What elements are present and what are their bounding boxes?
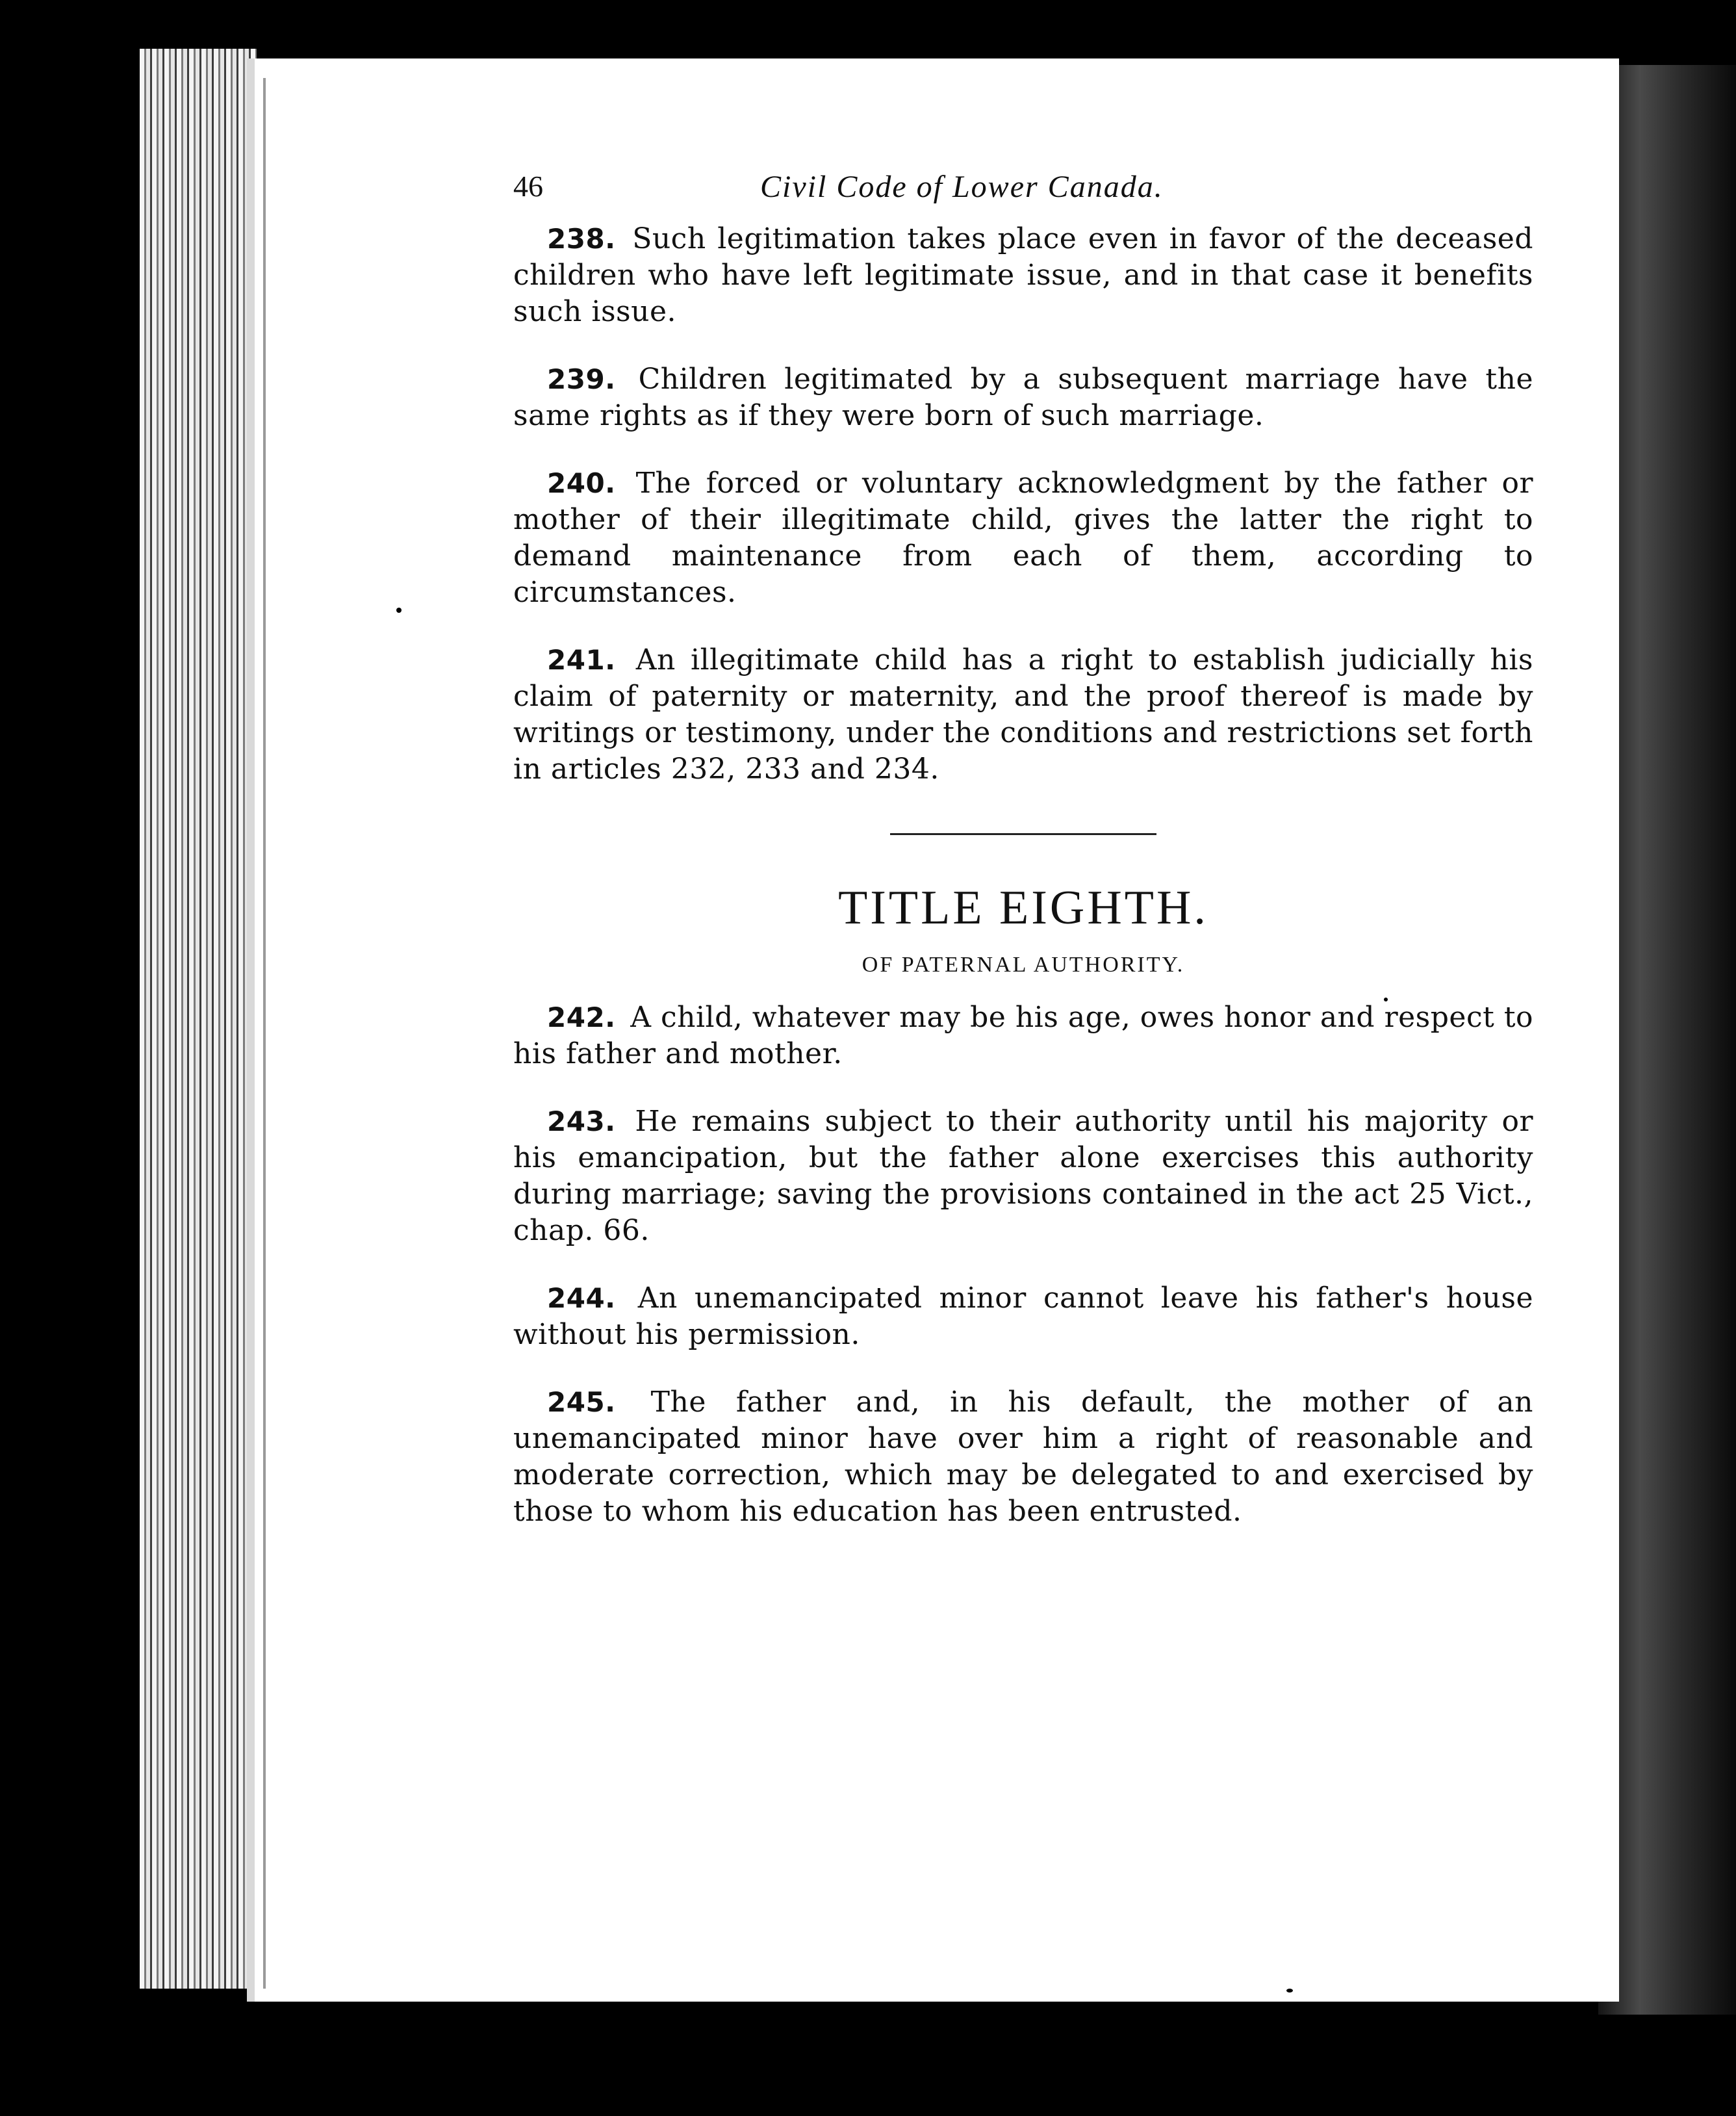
article-text: A child, whatever may be his age, owes honor and respect to his father and mother. [513,1001,1533,1070]
article-239 [513,361,1533,434]
page-number: 46 [513,170,543,203]
article-number: 239. [547,363,616,395]
article-number: 242. [547,1001,616,1033]
page-content [513,169,1533,1561]
article-number: 241. [547,644,616,676]
article-242 [513,1000,1533,1072]
article-text: An illegitimate child has a right to establish judicially his claim of paternity or maternity, and the proof thereof is made by writings or testimony, under the conditions and restrictions set forth in articles 232, 233 and 234. [513,643,1533,786]
article-number: 240. [547,467,616,499]
section-divider [890,833,1156,835]
article-number: 238. [547,223,616,255]
article-text: He remains subject to their authority until his majority or his emancipation, but the father alone exercises this authority during marriage; saving the provisions contained in the act 25 Vict., chap. 66. [513,1105,1533,1247]
article-241 [513,642,1533,788]
article-244 [513,1280,1533,1353]
article-243 [513,1103,1533,1249]
article-240 [513,465,1533,611]
running-title: Civil Code of Lower Canada. [760,170,1164,204]
article-245 [513,1384,1533,1530]
article-number: 243. [547,1105,616,1137]
dust-speck [396,608,402,613]
article-text: Children legitimated by a subsequent marriage have the same rights as if they were born of such marriage. [513,363,1533,432]
article-text: Such legitimation takes place even in favor of the deceased children who have left legitimate issue, and in that case it benefits such issue. [513,222,1533,328]
running-head [513,169,1533,214]
article-text: The forced or voluntary acknowledgment by the father or mother of their illegitimate child, gives the latter the right to demand maintenance from each of them, according to circumstances. [513,467,1533,609]
title-heading: TITLE EIGHTH. [838,881,1208,935]
article-text: An unemancipated minor cannot leave his father's house without his permission. [513,1282,1533,1351]
dust-speck [1286,1989,1293,1993]
title-subheading: OF PATERNAL AUTHORITY. [862,953,1185,977]
article-number: 244. [547,1282,616,1314]
article-238 [513,221,1533,330]
article-text: The father and, in his default, the mother of an unemancipated minor have over him a right of reasonable and moderate correction, which may be delegated to and exercised by those to whom his education has been entrusted. [513,1386,1533,1528]
article-number: 245. [547,1386,616,1418]
page-edges [140,49,257,1989]
